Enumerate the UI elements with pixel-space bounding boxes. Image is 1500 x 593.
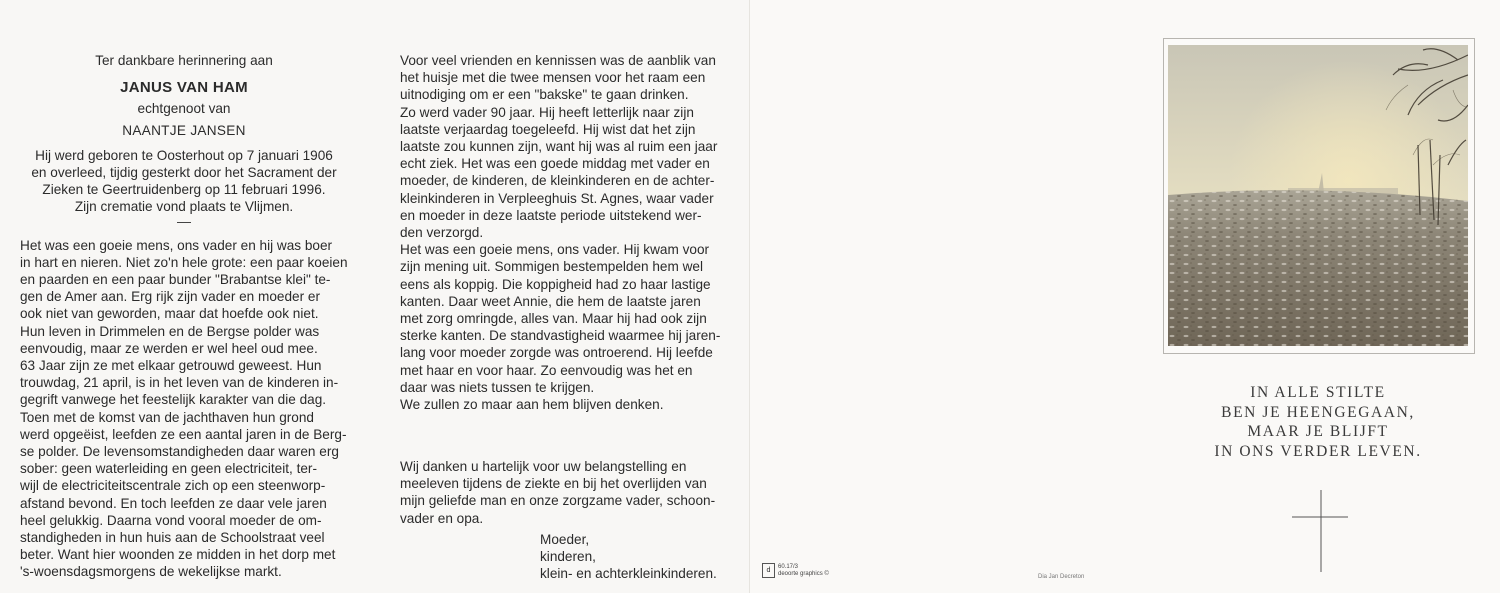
- printer-code: 60.17/3: [778, 563, 799, 570]
- printer-logo-icon: d: [762, 563, 775, 578]
- story-line: Toen met de komst van de jachthaven hun grond: [20, 409, 314, 425]
- story-line: echt ziek. Het was een goede middag met vader en: [400, 156, 710, 172]
- story-line: standigheden in hun huis aan de Schoolstraat veel: [20, 530, 325, 546]
- photo-frame: [1163, 38, 1475, 354]
- signature-line: kinderen,: [540, 549, 596, 565]
- thanks-line: vader en opa.: [400, 510, 484, 526]
- story-line: 63 Jaar zijn ze met elkaar getrouwd geweest. Hun: [20, 358, 322, 374]
- misty-field-image: [1168, 45, 1468, 346]
- story-line: kleinkinderen in Verpleeghuis St. Agnes, waar vader: [400, 190, 714, 206]
- poem-line: IN ALLE STILTE: [1250, 384, 1386, 401]
- thanks-line: meeleven tijdens de ziekte en bij het overlijden van: [400, 476, 707, 492]
- story-line: Voor veel vrienden en kennissen was de aanblik van: [400, 53, 716, 68]
- story-line: 's-woensdagsmorgens de wekelijkse markt.: [20, 564, 282, 580]
- separator-dash: [177, 222, 191, 223]
- landscape-photo: [1168, 45, 1468, 346]
- story-line: Hun leven in Drimmelen en de Bergse polder was: [20, 323, 320, 339]
- bio-line: Hij werd geboren te Oosterhout op 7 januari 1906: [35, 147, 333, 163]
- thanks-line: mijn geliefde man en onze zorgzame vader, schoon-: [400, 493, 716, 509]
- story-line: sterke kanten. De standvastigheid waarmee hij jaren-: [400, 328, 721, 344]
- poem-line: MAAR JE BLIJFT: [1247, 423, 1389, 441]
- signature-block: [540, 531, 717, 583]
- poem: [1160, 383, 1476, 461]
- story-line: en paarden en een paar bunder "Brabantse klei" te-: [20, 272, 331, 288]
- printer-name: deoorte graphics ©: [778, 570, 829, 577]
- story-line: uitnodiging om er een "bakske" te gaan drinken.: [400, 87, 689, 103]
- story-line: in hart en nieren. Niet zo'n hele grote: een paar koeien: [20, 254, 348, 270]
- story-line: lang voor moeder zorgde was ontroerend. Hij leefde: [400, 345, 713, 361]
- signature-line: klein- en achterkleinkinderen.: [540, 566, 717, 582]
- bio-line: en overleed, tijdig gesterkt door het Sacrament der: [31, 165, 337, 181]
- story-line: Het was een goeie mens, ons vader en hij was boer: [20, 237, 333, 253]
- story-line: het huisje met die twee mensen voor het raam een: [400, 70, 706, 86]
- printer-mark: [762, 563, 829, 578]
- story-line: kanten. Daar weet Annie, die hem de laatste jaren: [400, 293, 701, 309]
- story-line: wijl de electriciteitscentrale zich op een steenworp-: [20, 478, 326, 494]
- story-line: eens als koppig. Die koppigheid had zo haar lastige: [400, 276, 711, 292]
- poem-line: BEN JE HEENGEGAAN,: [1221, 403, 1415, 421]
- story-line: sober: geen waterleiding en geen electriciteit, ter-: [20, 461, 317, 477]
- story-line: We zullen zo maar aan hem blijven denken.: [400, 397, 664, 413]
- deceased-name: JANUS VAN HAM: [120, 79, 248, 97]
- right-page: [750, 0, 1500, 593]
- story-line: den verzorgd.: [400, 225, 484, 241]
- story-line: en moeder in deze laatste periode uitstekend wer-: [400, 207, 702, 223]
- thanks-line: Wij danken u hartelijk voor uw belangstelling en: [400, 459, 687, 474]
- story-text-left: [20, 237, 348, 581]
- thanks-block: [400, 458, 728, 527]
- cross-icon: [1292, 490, 1348, 572]
- obituary-column-right: [400, 52, 728, 413]
- story-line: afstand bevond. En toch leefden ze daar vele jaren: [20, 495, 327, 511]
- story-line: zijn mening uit. Sommigen bestempelden hem wel: [400, 259, 703, 275]
- story-line: laatste verjaardag toegeleefd. Hij wist dat het zijn: [400, 121, 696, 137]
- story-line: heel gelukkig. Daarna vond vooral moeder de om-: [20, 512, 322, 528]
- remembrance-heading: Ter dankbare herinnering aan: [95, 53, 273, 68]
- story-line: laatste zou kunnen zijn, want hij was al ruim een jaar: [400, 139, 718, 155]
- signature-line: Moeder,: [540, 532, 590, 547]
- poem-line: IN ONS VERDER LEVEN.: [1214, 442, 1422, 460]
- printer-code-text: [778, 564, 829, 578]
- story-line: eenvoudig, maar ze werden er wel heel oud mee.: [20, 340, 318, 356]
- relation-label: echtgenoot van: [137, 101, 231, 117]
- story-line: se polder. De levensomstandigheden daar waren erg: [20, 444, 339, 460]
- bio-block: [20, 147, 348, 216]
- story-line: gegrift vanwege het feestelijk karakter van die dag.: [20, 392, 327, 408]
- story-line: werd opgeëist, leefden ze een aantal jaren in de Berg-: [20, 426, 347, 442]
- story-line: met zorg omringde, alles van. Maar hij had ook zijn: [400, 311, 707, 327]
- story-line: met haar en voor haar. Zo eenvoudig was het en: [400, 362, 693, 378]
- story-line: beter. Want hier woonden ze midden in het dorp met: [20, 547, 336, 563]
- story-line: Zo werd vader 90 jaar. Hij heeft letterlijk naar zijn: [400, 104, 694, 120]
- story-line: daar was niets tussen te krijgen.: [400, 379, 595, 395]
- photo-credit: Dia Jan Decreton: [1038, 574, 1085, 580]
- story-line: Het was een goeie mens, ons vader. Hij kwam voor: [400, 242, 710, 258]
- spouse-name: NAANTJE JANSEN: [122, 122, 246, 138]
- story-line: ook niet van geworden, maar dat hoefde ook niet.: [20, 306, 319, 322]
- story-line: trouwdag, 21 april, is in het leven van de kinderen in-: [20, 375, 339, 391]
- bio-line: Zieken te Geertruidenberg op 11 februari 1996.: [42, 182, 326, 198]
- story-line: moeder, de kinderen, de kleinkinderen en de achter-: [400, 173, 715, 189]
- header-block: [20, 52, 348, 223]
- story-line: gen de Amer aan. Erg rijk zijn vader en moeder er: [20, 289, 320, 305]
- obituary-column-left: [20, 52, 348, 581]
- bio-line: Zijn crematie vond plaats te Vlijmen.: [74, 199, 294, 215]
